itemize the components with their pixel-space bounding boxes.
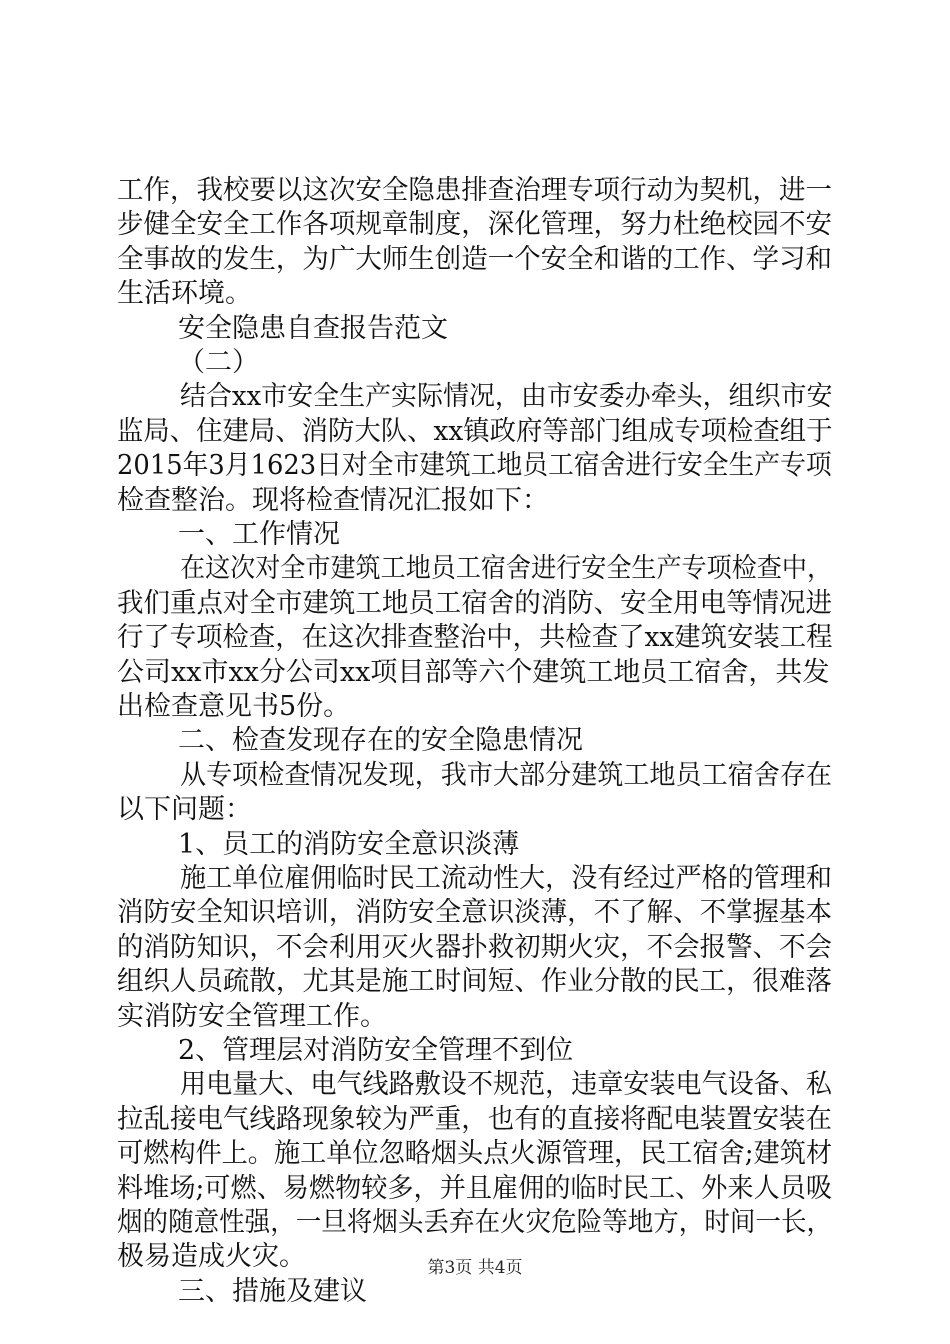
text-line: 全事故的发生，为广大师生创造一个安全和谐的工作、学习和 [117,244,833,275]
text-line: 以下问题： [117,794,252,825]
section-heading: 2、管理层对消防安全管理不到位 [178,1035,574,1066]
text-line: 工作，我校要以这次安全隐患排查治理专项行动为契机，进一 [117,175,833,206]
text-line: 拉乱接电气线路现象较为严重，也有的直接将配电装置安装在 [117,1104,833,1135]
text-line: 组织人员疏散，尤其是施工时间短、作业分散的民工，很难落 [117,966,833,997]
text-line: 实消防安全管理工作。 [117,1001,387,1032]
text-line: 烟的随意性强，一旦将烟头丢弃在火灾危险等地方，时间一长， [117,1207,833,1238]
text-line: 2015年3月1623日对全市建筑工地员工宿舍进行安全生产专项 [117,450,832,481]
section-heading: 1、员工的消防安全意识淡薄 [178,829,520,860]
text-line: 施工单位雇佣临时民工流动性大，没有经过严格的管理和 [180,863,832,894]
page-number-footer: 第3页 共4页 [427,1258,523,1278]
text-line: 从专项检查情况发现，我市大部分建筑工地员工宿舍存在 [180,760,832,791]
text-line: 检查整治。现将检查情况汇报如下： [117,485,549,516]
text-line: 出检查意见书5份。 [117,691,351,722]
text-line: 步健全安全工作各项规章制度，深化管理，努力杜绝校园不安 [117,209,833,240]
text-line: 监局、住建局、消防大队、xx镇政府等部门组成专项检查组于 [117,416,833,447]
section-heading: 三、措施及建议 [178,1276,367,1307]
text-line: 消防安全知识培训，消防安全意识淡薄，不了解、不掌握基本 [117,897,833,928]
text-line: 在这次对全市建筑工地员工宿舍进行安全生产专项检查中， [180,553,833,584]
text-line: 行了专项检查，在这次排查整治中，共检查了xx建筑安装工程 [117,622,833,653]
section-subheading: （二） [178,347,259,378]
text-line: 生活环境。 [117,278,252,309]
text-line: 公司xx市xx分公司xx项目部等六个建筑工地员工宿舍，共发 [117,657,830,688]
text-line: 料堆场;可燃、易燃物较多，并且雇佣的临时民工、外来人员吸 [117,1173,833,1204]
section-heading: 安全隐患自查报告范文 [178,313,448,344]
text-line: 结合xx市安全生产实际情况，由市安委办牵头，组织市安 [180,381,833,412]
text-line: 可燃构件上。施工单位忽略烟头点火源管理，民工宿舍;建筑材 [117,1138,833,1169]
text-line: 用电量大、电气线路敷设不规范，违章安装电气设备、私 [180,1069,832,1100]
text-line: 极易造成火灾。 [117,1241,306,1272]
section-heading: 二、检查发现存在的安全隐患情况 [178,725,583,756]
section-heading: 一、工作情况 [178,519,340,550]
text-line: 我们重点对全市建筑工地员工宿舍的消防、安全用电等情况进 [117,588,833,619]
text-line: 的消防知识，不会利用灭火器扑救初期火灾，不会报警、不会 [117,932,833,963]
